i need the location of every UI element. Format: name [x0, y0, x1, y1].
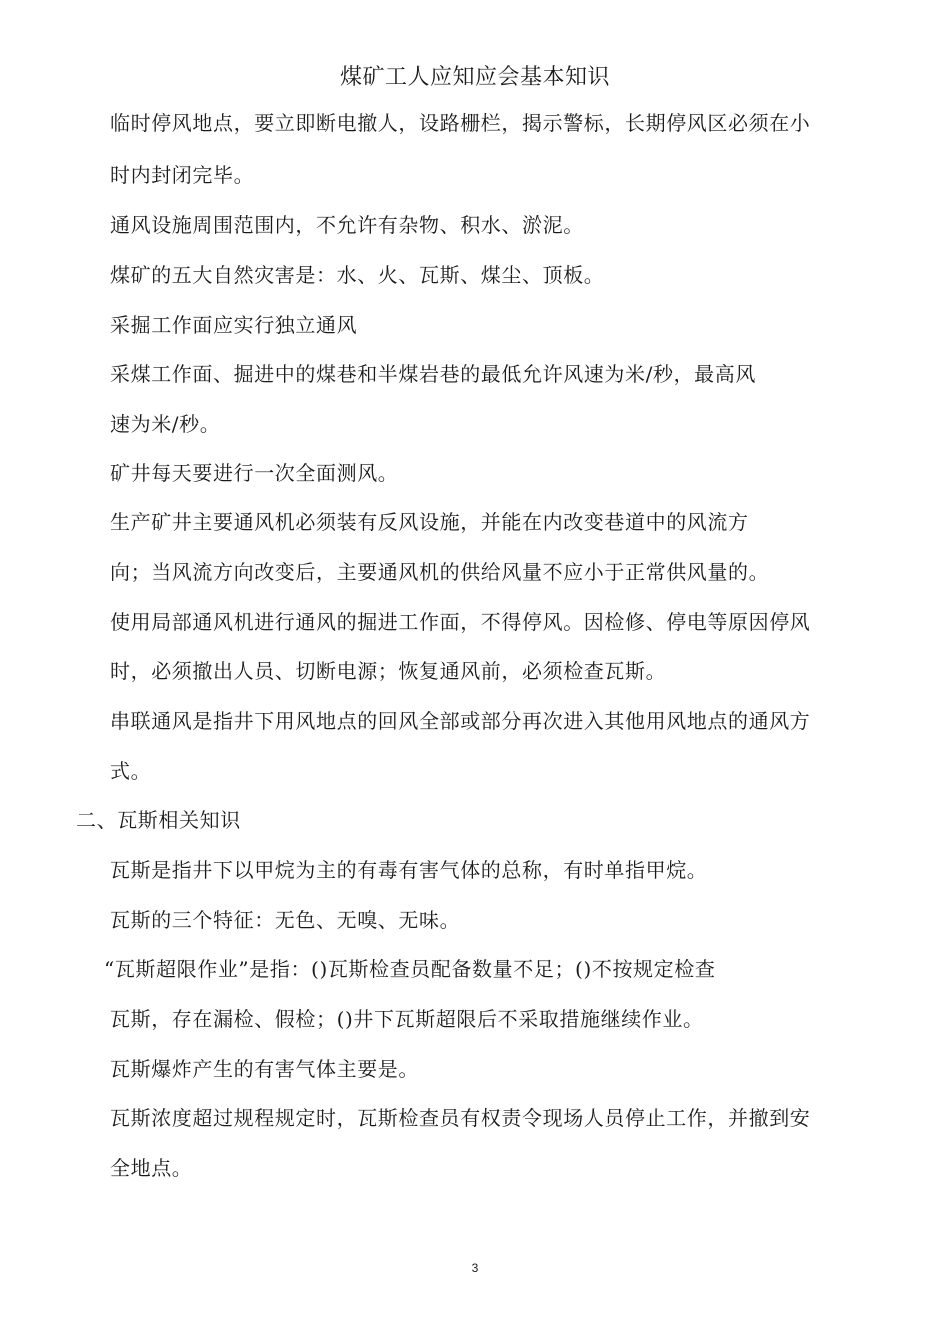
text-line: 瓦斯浓度超过规程规定时，瓦斯检查员有权责令现场人员停止工作，并撤到安 [110, 1106, 811, 1130]
text-line: 使用局部通风机进行通风的掘进工作面，不得停风。因检修、停电等原因停风 [110, 610, 811, 634]
text-line: 矿井每天要进行一次全面测风。 [110, 461, 399, 485]
text-line: 全地点。 [110, 1156, 193, 1180]
text-line: 采煤工作面、掘进中的煤巷和半煤岩巷的最低允许风速为米/秒，最高风 [110, 362, 756, 386]
text-line: “瓦斯超限作业”是指：()瓦斯检查员配备数量不足；()不按规定检查 [104, 957, 716, 981]
text-line: 瓦斯的三个特征：无色、无嗅、无味。 [110, 908, 461, 932]
page-number: 3 [471, 1261, 479, 1275]
text-line: 瓦斯是指井下以甲烷为主的有毒有害气体的总称，有时单指甲烷。 [110, 858, 708, 882]
text-line: 式。 [110, 759, 152, 783]
text-line: 串联通风是指井下用风地点的回风全部或部分再次进入其他用风地点的通风方 [110, 709, 811, 733]
text-line: 采掘工作面应实行独立通风 [110, 313, 358, 337]
text-line: 生产矿井主要通风机必须装有反风设施，并能在内改变巷道中的风流方 [110, 510, 749, 534]
text-line: 瓦斯爆炸产生的有害气体主要是。 [110, 1057, 419, 1081]
text-line: 向；当风流方向改变后，主要通风机的供给风量不应小于正常供风量的。 [110, 560, 770, 584]
text-line: 瓦斯，存在漏检、假检；()井下瓦斯超限后不采取措施继续作业。 [110, 1007, 704, 1031]
document-title: 煤矿工人应知应会基本知识 [339, 65, 610, 90]
text-line: 煤矿的五大自然灾害是：水、火、瓦斯、煤尘、顶板。 [110, 263, 605, 287]
text-line: 时内封闭完毕。 [110, 163, 255, 187]
text-line: 速为米/秒。 [110, 412, 221, 436]
text-line: 通风设施周围范围内，不允许有杂物、积水、淤泥。 [110, 213, 584, 237]
text-line: 临时停风地点，要立即断电撤人，设路栅栏，揭示警标，长期停风区必须在小 [110, 111, 811, 135]
text-line: 时，必须撤出人员、切断电源；恢复通风前，必须检查瓦斯。 [110, 659, 667, 683]
section-heading: 二、瓦斯相关知识 [76, 808, 241, 832]
